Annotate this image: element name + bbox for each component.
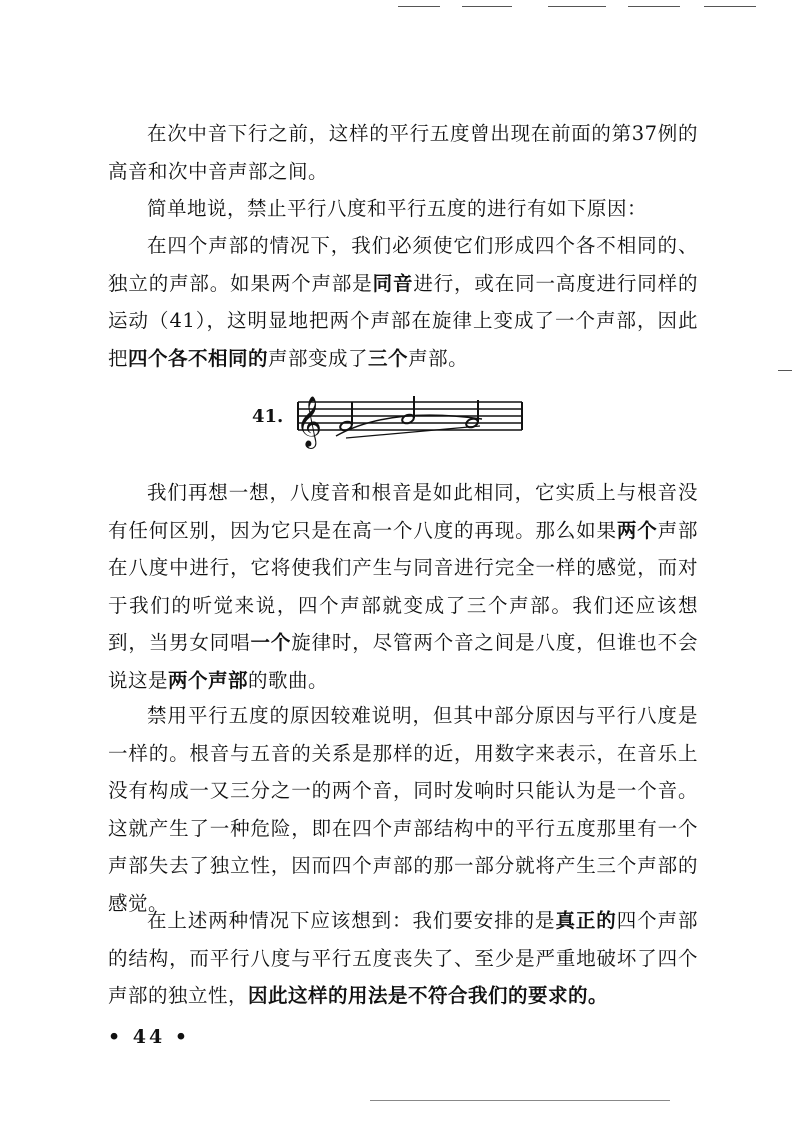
body-text: 的歌曲。: [248, 668, 329, 692]
body-text: 声部。: [408, 346, 469, 370]
emphasis-text: 三个: [368, 346, 409, 370]
body-text: 四个声部的结构，而平行八度与平行五度丧失了、至少是严重地破坏了四个声部的独立性，: [108, 909, 698, 1007]
paragraph-2: [108, 190, 698, 228]
body-text: 禁用平行五度的原因较难说明，但其中部分原因与平行八度是一样的。根音与五音的关系是那样的近，用数字来表示，在音乐上没有构成一又三分之一的两个音，同时发响时只能认为是一个音。这就产生了一种危险，即在四个声部结构中的平行五度那里有一个声部失去了独立性，因而四个声部的那一部分就将产生三个声部的感觉。: [108, 704, 698, 915]
body-text: 旋律时，尽管两个音之间是八度，但谁也不会说这是: [108, 631, 698, 692]
scan-line: [778, 370, 792, 371]
music-example-41: [250, 392, 540, 452]
scan-line: [548, 6, 606, 7]
paragraph-1: [108, 115, 698, 190]
paragraph-3: [108, 227, 698, 377]
emphasis-text: 两个声部: [168, 668, 249, 692]
body-text: 在次中音下行之前，这样的平行五度曾出现在前面的第37例的高音和次中音声部之间。: [108, 122, 698, 183]
scan-line: [462, 6, 512, 7]
emphasis-text: 同音: [372, 271, 414, 295]
body-text: 声部在八度中进行，它将使我们产生与同音进行完全一样的感觉，而对于我们的听觉来说，四个声部就变成了三个声部。我们还应该想到，当男女同唱: [108, 518, 698, 654]
emphasis-text: 因此这样的用法是不符合我们的要求的。: [248, 984, 609, 1007]
body-text: 简单地说，禁止平行八度和平行五度的进行有如下原因：: [147, 197, 648, 220]
scan-line: [628, 6, 680, 7]
treble-clef-icon: 𝄞: [296, 396, 323, 447]
example-number: 41.: [252, 406, 284, 427]
scan-line: [370, 1100, 670, 1101]
paragraph-4: [108, 474, 698, 699]
emphasis-text: 一个: [250, 631, 292, 654]
paragraph-5: [108, 697, 698, 922]
body-text: 在四个声部的情况下，我们必须使它们形成四个各不相同的、独立的声部。如果两个声部是: [108, 234, 698, 295]
scan-line: [398, 6, 440, 7]
paragraph-6: [108, 902, 698, 1015]
scan-line: [704, 6, 756, 7]
music-staff: [250, 392, 540, 452]
body-text: 声部变成了: [268, 346, 369, 370]
body-text: 我们再想一想，八度音和根音是如此相同，它实质上与根音没有任何区别，因为它只是在高一个八度的再现。那么如果: [108, 481, 698, 542]
emphasis-text: 两个: [616, 518, 658, 542]
body-text: 进行，或在同一高度进行同样的运动（41），这明显地把两个声部在旋律上变成了一个声部，因此把: [108, 271, 698, 370]
emphasis-text: 四个各不相同的: [128, 346, 269, 370]
emphasis-text: 真正的: [555, 909, 617, 932]
page-number: • 44 •: [108, 1026, 190, 1048]
body-text: 在上述两种情况下应该想到：我们要安排的是: [147, 909, 556, 932]
